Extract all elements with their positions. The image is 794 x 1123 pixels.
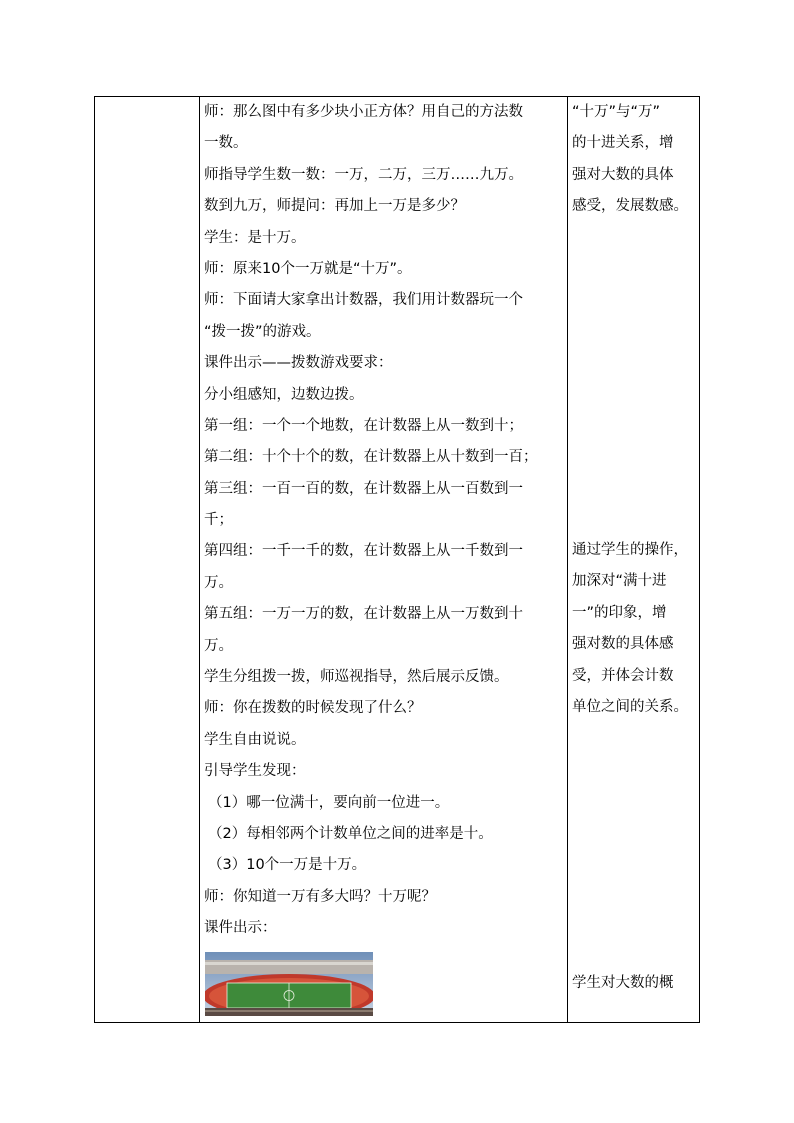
intent-line: 受，并体会计数 bbox=[572, 667, 674, 684]
text-line: 学生：是十万。 bbox=[204, 229, 306, 246]
stadium-image bbox=[205, 952, 373, 1016]
intent-line: 一”的印象，增 bbox=[572, 604, 667, 621]
text-line: 引导学生发现： bbox=[204, 763, 306, 780]
text-line: 一数。 bbox=[204, 135, 248, 152]
text-line: 师：下面请大家拿出计数器，我们用计数器玩一个 bbox=[204, 292, 523, 309]
column-divider-right bbox=[567, 97, 568, 1022]
lesson-table bbox=[94, 96, 700, 1023]
text-line: 第二组：十个十个的数，在计数器上从十数到一百； bbox=[204, 449, 538, 466]
text-line: 师指导学生数一数：一万，二万，三万……九万。 bbox=[204, 166, 523, 183]
intent-line: 单位之间的关系。 bbox=[572, 698, 688, 715]
finding-item-3: （3）10个一万是十万。 bbox=[208, 857, 367, 874]
text-line: 师：那么图中有多少块小正方体？用自己的方法数 bbox=[204, 104, 523, 120]
stadium-photo bbox=[205, 952, 373, 1016]
text-line: 第四组：一千一千的数，在计数器上从一千数到一 bbox=[204, 543, 523, 560]
text-line: 课件出示——拨数游戏要求： bbox=[204, 355, 393, 372]
finding-item-2: （2）每相邻两个计数单位之间的进率是十。 bbox=[208, 825, 493, 842]
text-line: 万。 bbox=[204, 574, 233, 591]
text-line: 课件出示： bbox=[204, 920, 277, 937]
text-line: 师：你知道一万有多大吗？十万呢？ bbox=[204, 888, 436, 905]
text-line: 千； bbox=[204, 512, 233, 529]
text-line: 万。 bbox=[204, 637, 233, 654]
intent-line: 的十进关系，增 bbox=[572, 135, 674, 152]
intent-line: 强对大数的具体 bbox=[572, 166, 674, 183]
text-line: 第一组：一个一个地数，在计数器上从一数到十； bbox=[204, 417, 523, 434]
text-line: 第三组：一百一百的数，在计数器上从一百数到一 bbox=[204, 480, 523, 497]
intent-line: 加深对“满十进 bbox=[572, 573, 667, 590]
design-intent-3 bbox=[572, 968, 698, 999]
intent-line: 学生对大数的概 bbox=[572, 975, 674, 991]
design-intent-2 bbox=[572, 535, 698, 723]
text-line: 数到九万，师提问：再加上一万是多少？ bbox=[204, 198, 465, 215]
text-line: 第五组：一万一万的数，在计数器上从一万数到十 bbox=[204, 606, 523, 623]
text-line: “拨一拨”的游戏。 bbox=[204, 323, 321, 340]
intent-line: 感受，发展数感。 bbox=[572, 198, 688, 215]
teaching-process-column bbox=[204, 97, 566, 945]
column-divider-left bbox=[199, 97, 200, 1022]
text-line: 师：原来10个一万就是“十万”。 bbox=[204, 260, 412, 277]
text-line: 师：你在拨数的时候发现了什么？ bbox=[204, 700, 422, 717]
text-line: 学生分组拨一拨，师巡视指导，然后展示反馈。 bbox=[204, 669, 509, 686]
intent-line: 强对数的具体感 bbox=[572, 636, 674, 653]
intent-line: “十万”与“万” bbox=[572, 104, 661, 120]
intent-line: 通过学生的操作， bbox=[572, 542, 688, 558]
finding-item-1: （1）哪一位满十，要向前一位进一。 bbox=[208, 794, 450, 811]
text-line: 学生自由说说。 bbox=[204, 731, 306, 748]
text-line: 分小组感知，边数边拨。 bbox=[204, 386, 364, 403]
design-intent-1 bbox=[572, 97, 698, 223]
